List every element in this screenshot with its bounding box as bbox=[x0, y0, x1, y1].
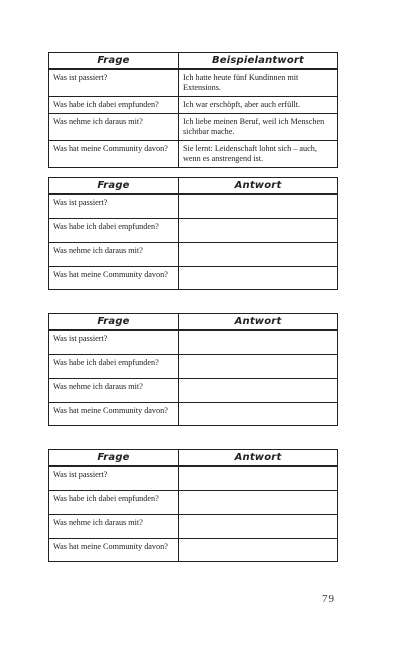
table-row bbox=[49, 219, 338, 243]
column-header-question: Frage bbox=[49, 314, 179, 331]
answer-cell[interactable] bbox=[179, 243, 338, 267]
table-row bbox=[49, 403, 338, 426]
column-header-question: Frage bbox=[49, 178, 179, 195]
table-row bbox=[49, 355, 338, 379]
answer-cell[interactable] bbox=[179, 330, 338, 355]
answer-cell: Ich hatte heute fünf Kundinnen mit Extensions. bbox=[179, 69, 338, 97]
table-row bbox=[49, 97, 338, 114]
table-row bbox=[49, 267, 338, 290]
answer-cell[interactable] bbox=[179, 355, 338, 379]
answer-cell: Sie lernt: Leidenschaft lohnt sich – auch, wenn es anstrengend ist. bbox=[179, 141, 338, 168]
answer-cell: Ich war erschöpft, aber auch erfüllt. bbox=[179, 97, 338, 114]
table-row bbox=[49, 539, 338, 562]
question-cell: Was hat meine Community davon? bbox=[49, 141, 179, 168]
answer-table bbox=[48, 313, 338, 426]
answer-cell[interactable] bbox=[179, 491, 338, 515]
question-cell: Was ist passiert? bbox=[49, 330, 179, 355]
column-header-answer: Antwort bbox=[179, 314, 338, 331]
table-row bbox=[49, 379, 338, 403]
table-row bbox=[49, 69, 338, 97]
question-cell: Was nehme ich daraus mit? bbox=[49, 379, 179, 403]
table-row bbox=[49, 491, 338, 515]
table-row bbox=[49, 330, 338, 355]
question-cell: Was hat meine Community davon? bbox=[49, 403, 179, 426]
table-header-row bbox=[49, 178, 338, 195]
column-header-example-answer: Beispielantwort bbox=[179, 53, 338, 70]
question-cell: Was ist passiert? bbox=[49, 466, 179, 491]
question-cell: Was habe ich dabei empfunden? bbox=[49, 491, 179, 515]
example-answer-table bbox=[48, 52, 338, 168]
question-cell: Was habe ich dabei empfunden? bbox=[49, 219, 179, 243]
question-cell: Was hat meine Community davon? bbox=[49, 267, 179, 290]
page-number: 79 bbox=[322, 593, 335, 605]
question-cell: Was habe ich dabei empfunden? bbox=[49, 97, 179, 114]
table-header-row bbox=[49, 314, 338, 331]
answer-cell[interactable] bbox=[179, 466, 338, 491]
answer-cell: Ich liebe meinen Beruf, weil ich Menschen sichtbar mache. bbox=[179, 114, 338, 141]
table-row bbox=[49, 466, 338, 491]
answer-cell[interactable] bbox=[179, 515, 338, 539]
question-cell: Was nehme ich daraus mit? bbox=[49, 114, 179, 141]
column-header-question: Frage bbox=[49, 53, 179, 70]
table-row bbox=[49, 515, 338, 539]
table-row bbox=[49, 243, 338, 267]
answer-table bbox=[48, 177, 338, 290]
question-cell: Was ist passiert? bbox=[49, 194, 179, 219]
answer-cell[interactable] bbox=[179, 267, 338, 290]
answer-cell[interactable] bbox=[179, 194, 338, 219]
table-row bbox=[49, 141, 338, 168]
table-header-row bbox=[49, 53, 338, 70]
answer-cell[interactable] bbox=[179, 403, 338, 426]
question-cell: Was ist passiert? bbox=[49, 69, 179, 97]
table-header-row bbox=[49, 450, 338, 467]
question-cell: Was nehme ich daraus mit? bbox=[49, 515, 179, 539]
table-row bbox=[49, 194, 338, 219]
answer-cell[interactable] bbox=[179, 219, 338, 243]
column-header-question: Frage bbox=[49, 450, 179, 467]
column-header-answer: Antwort bbox=[179, 450, 338, 467]
answer-cell[interactable] bbox=[179, 379, 338, 403]
question-cell: Was nehme ich daraus mit? bbox=[49, 243, 179, 267]
column-header-answer: Antwort bbox=[179, 178, 338, 195]
question-cell: Was habe ich dabei empfunden? bbox=[49, 355, 179, 379]
answer-cell[interactable] bbox=[179, 539, 338, 562]
answer-table bbox=[48, 449, 338, 562]
table-row bbox=[49, 114, 338, 141]
question-cell: Was hat meine Community davon? bbox=[49, 539, 179, 562]
